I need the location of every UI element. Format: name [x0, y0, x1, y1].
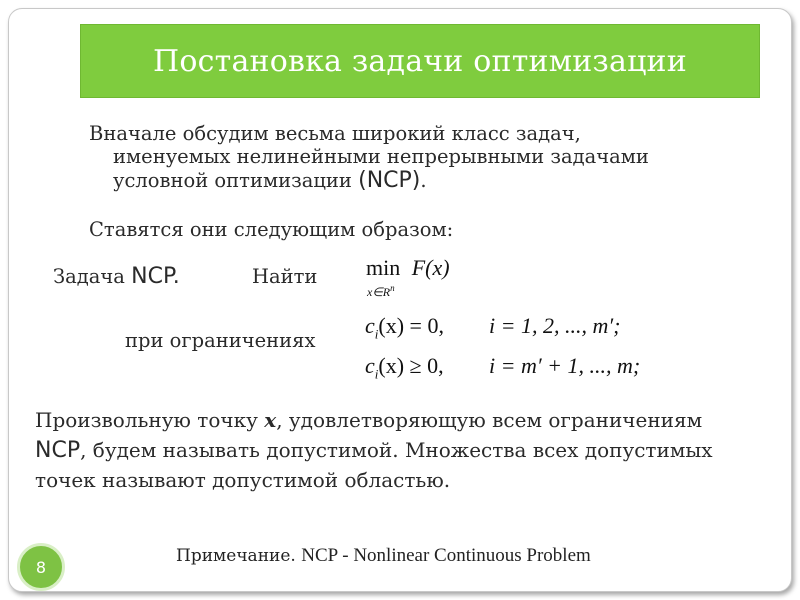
objective-domain-set: x∈R — [367, 285, 391, 299]
problem-label — [53, 266, 180, 287]
ineq-rhs: (x) ≥ 0, — [378, 353, 444, 378]
definition-ncp-abbr: NCP — [35, 438, 81, 463]
objective-function: F(x) — [411, 255, 450, 280]
equality-index-range: i = 1, 2, ..., m′; — [489, 313, 621, 338]
inequality-constraint — [365, 353, 444, 382]
eq-c: c — [365, 313, 375, 338]
statement-line: Ставятся они следующим образом: — [89, 218, 454, 241]
definition-line-1-b: , удовлетворяющую всем ограничениям — [276, 408, 703, 432]
intro-line-2: именуемых нелинейными непрерывными задачами — [113, 145, 649, 168]
objective-domain-power: n — [390, 283, 395, 293]
title-bar — [80, 24, 760, 98]
definition-line-2 — [35, 440, 713, 461]
definition-line-1 — [35, 410, 702, 431]
problem-label-prefix: Задача — [53, 265, 132, 288]
intro-line-1: Вначале обсудим весьма широкий класс задач, — [89, 122, 581, 145]
ineq-c: c — [365, 353, 375, 378]
intro-line-3-suffix: . — [420, 169, 427, 192]
slide-title: Постановка задачи оптимизации — [153, 43, 687, 79]
intro-line-3-prefix: условной оптимизации — [113, 169, 359, 192]
footnote-prefix: Примечание. — [176, 546, 302, 566]
eq-c-index: i — [374, 326, 379, 342]
min-operator: min — [366, 255, 401, 280]
objective-formula — [366, 255, 450, 281]
slide-number: 8 — [35, 557, 47, 577]
definition-line-3: точек называют допустимой областью. — [35, 468, 451, 492]
intro-line-3 — [113, 170, 427, 191]
definition-line-1-a: Произвольную точку — [35, 408, 265, 432]
slide-number-badge — [17, 543, 65, 591]
definition-line-2-b: , будем называть допустимой. Множества всех допустимых — [80, 438, 713, 462]
problem-label-abbr: NCP. — [131, 264, 180, 289]
find-label: Найти — [252, 265, 318, 288]
inequality-index-range: i = m′ + 1, ..., m; — [489, 353, 641, 378]
equality-constraint — [365, 313, 444, 342]
constraints-label: при ограничениях — [125, 329, 316, 352]
ineq-c-index: i — [374, 366, 379, 382]
ncp-abbr: (NCP) — [358, 168, 421, 193]
definition-variable: x — [264, 408, 277, 432]
footnote-text: NCP - Nonlinear Continuous Problem — [301, 545, 591, 566]
footnote — [176, 545, 591, 567]
eq-rhs: (x) = 0, — [378, 313, 444, 338]
objective-domain — [367, 283, 395, 300]
